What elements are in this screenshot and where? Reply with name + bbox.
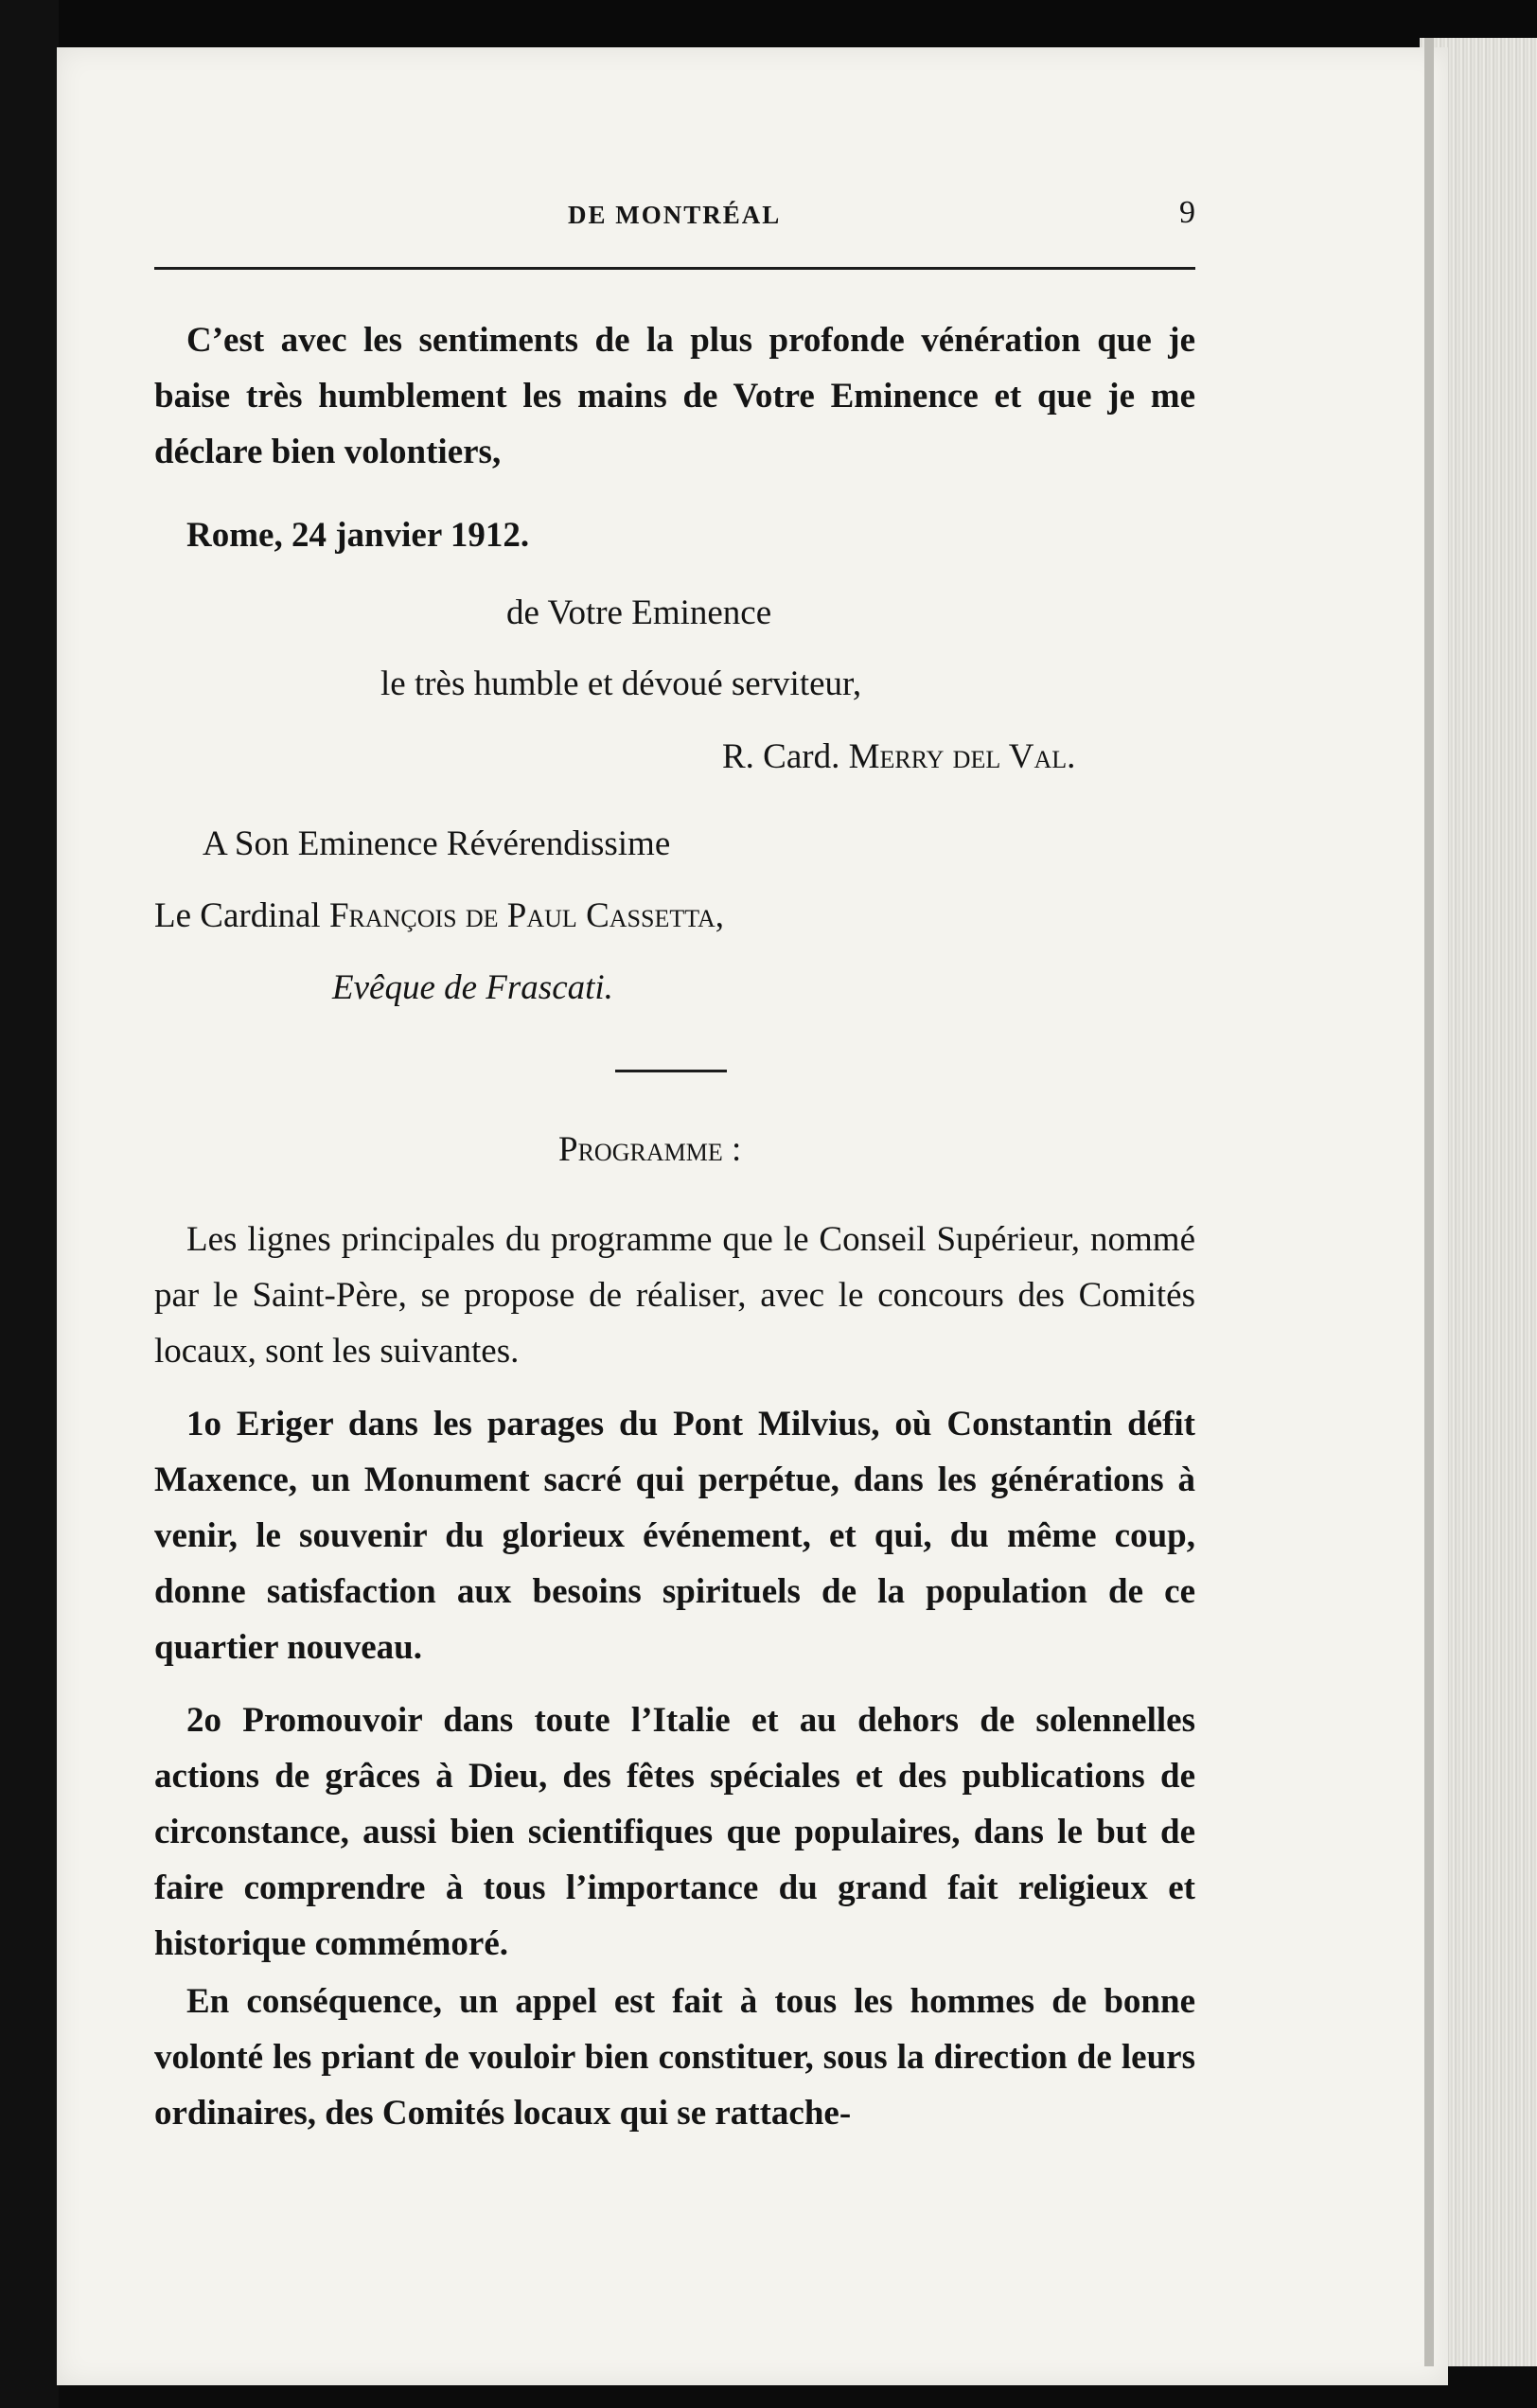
addressee-prefix: Le Cardinal [154,896,329,935]
programme-point-2: 2o Promouvoir dans toute l’Italie et au dehors de solennelles actions de grâces à Dieu, des fêtes spéciales et des publications de circonstance, aussi bien scientifiques que populaires, dans le but de faire comprendre à tous l’importance du grand fait religieux et historique commémoré. [154,1701,1195,1963]
page-number: 9 [1179,195,1195,230]
letter-salutation-1: de Votre Eminence [506,593,772,632]
programme-conclusion: En conséquence, un appel est fait à tous les hommes de bonne volonté les priant de vouloir bien constituer, sous la direction de leurs ordinaires, des Comités locaux qui se rattache- [154,1982,1195,2133]
letter-signature [722,729,1075,785]
programme-intro: Les lignes principales du programme que le Conseil Supérieur, nommé par le Saint-Père, se propose de réaliser, avec le concours des Comités locaux, sont les suivantes. [154,1220,1195,1371]
running-head [154,195,1195,239]
letter-closing-paragraph: C’est avec les sentiments de la plus profonde vénération que je baise très humblement les mains de Votre Eminence et que je me déclare bien volontiers, [154,321,1195,471]
signature-name: Merry del Val. [848,737,1076,776]
addressee-name: François de Paul Cassetta, [328,896,725,935]
letter-salutation-2: le très humble et dévoué serviteur, [380,664,862,703]
programme-heading: Programme : [558,1130,742,1169]
letter-addressee-3: Evêque de Frascati. [332,968,613,1007]
letter-addressee-2 [154,888,724,944]
scan-border-left [0,0,59,2408]
letter-addressee-1: A Son Eminence Révérendissime [203,824,671,863]
page-stack-shadow [1424,38,1434,2366]
header-rule [154,267,1195,270]
letter-date-line: Rome, 24 janvier 1912. [186,516,530,555]
section-divider-rule [615,1070,727,1072]
running-title: DE MONTRÉAL [568,201,782,229]
programme-point-1: 1o Eriger dans les parages du Pont Milvius, où Constantin défit Maxence, un Monument sacré qui perpétue, dans les générations à venir, le souvenir du glorieux événement, et qui, du même coup, donne satisfaction aux besoins spirituels de la population de ce quartier nouveau. [154,1405,1195,1667]
signature-prefix: R. Card. [722,737,849,776]
scan-border-top [0,0,1537,49]
